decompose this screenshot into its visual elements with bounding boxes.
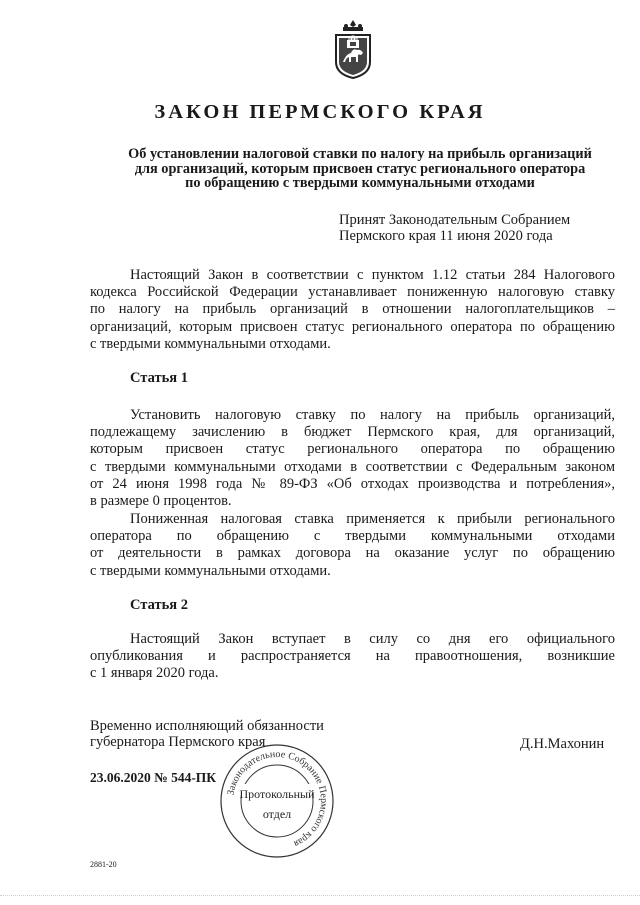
- text-line: от деятельности в рамках договора на оказание услуг по обращению: [90, 545, 615, 562]
- stamp-center-line: Протокольный: [239, 787, 315, 801]
- preamble-paragraph: [90, 267, 615, 353]
- text-line: в размере 0 процентов.: [90, 493, 232, 510]
- page-bottom-edge: [0, 895, 640, 897]
- article-1-paragraph-1: [90, 407, 615, 510]
- subtitle-line: по обращению с твердыми коммунальными отходами: [185, 175, 535, 191]
- text-line: Настоящий Закон вступает в силу со дня его официального: [130, 631, 615, 647]
- document-subtitle: [90, 147, 630, 191]
- document-title: ЗАКОН ПЕРМСКОГО КРАЯ: [154, 101, 486, 123]
- text-line: кодекса Российской Федерации устанавливает пониженную налоговую ставку: [90, 284, 615, 301]
- adoption-line: Пермского края 11 июня 2020 года: [339, 228, 553, 244]
- text-line: с 1 января 2020 года.: [90, 665, 219, 682]
- coat-of-arms-icon: [333, 18, 373, 80]
- footer-code: 2881-20: [90, 860, 117, 869]
- text-line: Пониженная налоговая ставка применяется к прибыли регионального: [130, 511, 615, 527]
- text-line: Установить налоговую ставку по налогу на прибыль организаций,: [130, 407, 615, 423]
- text-line: организаций, которым присвоен статус регионального оператора по обращению: [90, 318, 615, 335]
- text-line: опубликования и распространяется на правоотношения, возникшие: [90, 648, 615, 665]
- article-1-paragraph-2: [90, 511, 615, 580]
- subtitle-line: для организаций, которым присвоен статус регионального оператора: [134, 160, 586, 177]
- subtitle-line: Об установлении налоговой ставки по налогу на прибыль организаций: [128, 146, 592, 162]
- article-1-heading: Статья 1: [130, 370, 188, 386]
- adoption-note: [339, 212, 570, 244]
- text-line: которым присвоен статус регионального оператора по обращению: [90, 441, 615, 458]
- position-line: губернатора Пермского края: [90, 734, 266, 750]
- article-2-paragraph-1: [90, 631, 615, 683]
- text-line: подлежащему зачислению в бюджет Пермского края, для организаций,: [90, 424, 615, 441]
- text-line: оператора по обращению с твердыми коммунальными отходами: [90, 528, 615, 545]
- office-stamp: [218, 742, 336, 860]
- adoption-line: Принят Законодательным Собранием: [339, 212, 571, 228]
- law-date-number: 23.06.2020 № 544-ПК: [90, 770, 217, 785]
- text-line: от 24 июня 1998 года № 89-ФЗ «Об отходах производства и потребления»,: [90, 475, 615, 492]
- article-2-heading: Статья 2: [130, 597, 188, 613]
- text-line: с твердыми коммунальными отходами в соответствии с Федеральным законом: [90, 458, 615, 475]
- stamp-ring-text: Законодательное Собрание Пермского края: [225, 748, 330, 850]
- text-line: с твердыми коммунальными отходами.: [90, 562, 331, 579]
- text-line: по налогу на прибыль организаций в отношении налогоплательщиков –: [90, 301, 615, 318]
- signatory-name: Д.Н.Махонин: [520, 736, 605, 752]
- text-line: Настоящий Закон в соответствии с пунктом 1.12 статьи 284 Налогового: [130, 267, 615, 283]
- position-line: Временно исполняющий обязанности: [90, 718, 324, 734]
- stamp-center-line: отдел: [262, 807, 292, 821]
- text-line: с твердыми коммунальными отходами.: [90, 335, 331, 352]
